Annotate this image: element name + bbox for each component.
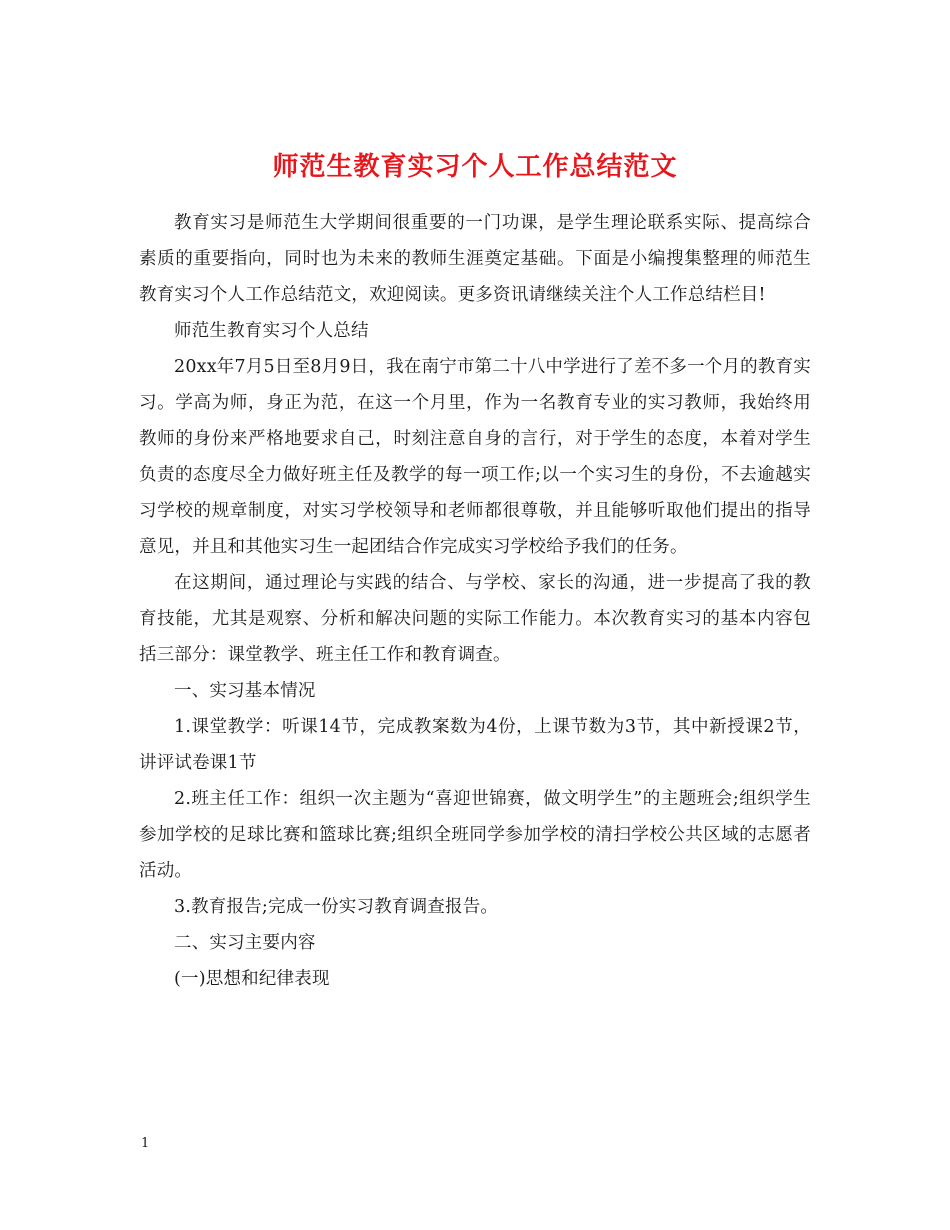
section-heading-basic-situation: 一、实习基本情况 xyxy=(174,681,316,701)
paragraph-subtitle: 师范生教育实习个人总结 xyxy=(174,321,369,341)
document-body xyxy=(139,205,811,997)
section-heading-main-content: 二、实习主要内容 xyxy=(174,933,316,953)
paragraph-intro: 教育实习是师范生大学期间很重要的一门功课，是学生理论联系实际、提高综合素质的重要指向，同时也为未来的教师生涯奠定基础。下面是小编搜集整理的师范生教育实习个人工作总结范文，欢迎阅读。更多资讯请继续关注个人工作总结栏目! xyxy=(139,213,811,305)
list-item-education-report: 3.教育报告;完成一份实习教育调查报告。 xyxy=(174,897,499,917)
list-item-class-teacher-work: 2.班主任工作：组织一次主题为“喜迎世锦赛，做文明学生”的主题班会;组织学生参加学校的足球比赛和篮球比赛;组织全班同学参加学校的清扫学校公共区域的志愿者活动。 xyxy=(139,789,811,881)
paragraph-skills: 在这期间，通过理论与实践的结合、与学校、家长的沟通，进一步提高了我的教育技能，尤其是观察、分析和解决问题的实际工作能力。本次教育实习的基本内容包括三部分：课堂教学、班主任工作和教育调查。 xyxy=(139,573,811,665)
list-item-classroom-teaching: 1.课堂教学：听课14节，完成教案数为4份，上课节数为3节，其中新授课2节，讲评试卷课1节 xyxy=(139,717,811,773)
subsection-heading-thought-discipline: (一)思想和纪律表现 xyxy=(174,969,330,989)
document-title: 师范生教育实习个人工作总结范文 xyxy=(272,152,678,183)
page-number: 1 xyxy=(141,1136,150,1151)
paragraph-internship-overview: 20xx年7月5日至8月9日，我在南宁市第二十八中学进行了差不多一个月的教育实习。学高为师，身正为范，在这一个月里，作为一名教育专业的实习教师，我始终用教师的身份来严格地要求自己，时刻注意自身的言行，对于学生的态度，本着对学生负责的态度尽全力做好班主任及教学的每一项工作;以一个实习生的身份，不去逾越实习学校的规章制度，对实习学校领导和老师都很尊敬，并且能够听取他们提出的指导意见，并且和其他实习生一起团结合作完成实习学校给予我们的任务。 xyxy=(139,357,811,557)
